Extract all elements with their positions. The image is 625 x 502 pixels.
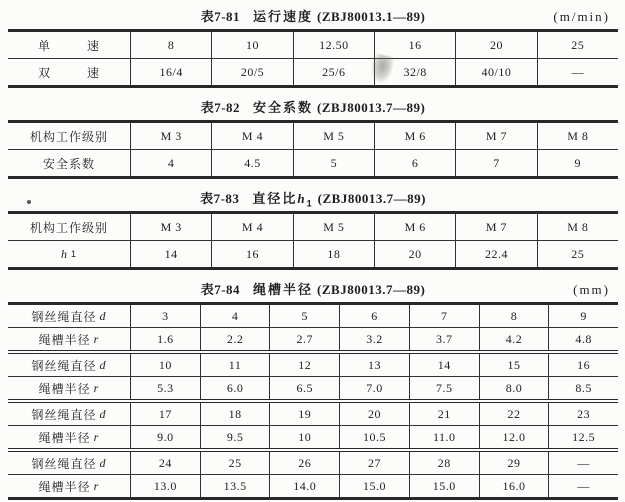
table-cell: 8.5 <box>548 377 618 399</box>
row-label <box>8 123 130 149</box>
table-row <box>8 150 618 176</box>
table-cell: 13.0 <box>130 475 200 497</box>
table-cell: 2.7 <box>269 328 339 350</box>
table-7-83-title-variable: h <box>297 191 307 206</box>
row-label-text: 绳槽半径 <box>38 479 91 494</box>
table-cell: — <box>537 59 618 85</box>
table-cell: 20/5 <box>211 59 292 85</box>
row-label-text: 钢丝绳直径 <box>31 309 97 324</box>
table-cell: 5.3 <box>130 377 200 399</box>
table-row <box>8 403 618 426</box>
table-cell: 12.0 <box>479 426 549 448</box>
table-cell: M 8 <box>537 123 618 149</box>
row-label <box>8 475 130 497</box>
table-row <box>8 59 618 85</box>
table-cell: 16.0 <box>479 475 549 497</box>
table-cell: 23 <box>548 403 618 425</box>
table-7-82-number: 表7-82 <box>200 100 241 115</box>
table-row <box>8 328 618 354</box>
table-cell: — <box>548 452 618 474</box>
table-cell: 4.2 <box>479 328 549 350</box>
table-7-81-number: 表7-81 <box>200 9 241 24</box>
table-cell: 27 <box>339 452 409 474</box>
table-7-83-title-subscript: 1 <box>306 198 314 209</box>
table-cell: 22.4 <box>455 241 536 267</box>
table-cell: 14.0 <box>269 475 339 497</box>
table-cell: 5 <box>269 305 339 327</box>
table-cell: 5 <box>293 150 374 176</box>
row-label-variable: r <box>93 380 100 395</box>
row-label <box>8 32 130 58</box>
table-cell: M 7 <box>455 123 536 149</box>
table-cell: 7 <box>409 305 479 327</box>
row-label-variable: r <box>93 331 100 346</box>
table-cell: 26 <box>269 452 339 474</box>
table-cell: 4.8 <box>548 328 618 350</box>
table-cell: 1.6 <box>130 328 200 350</box>
table-7-83-title <box>252 191 314 209</box>
table-cell: 11.0 <box>409 426 479 448</box>
row-label-text: 绳槽半径 <box>38 332 91 347</box>
row-label <box>8 241 130 267</box>
table-cell: 25 <box>537 241 618 267</box>
table-cell: 16/4 <box>130 59 211 85</box>
table-7-81-unit: (m/min) <box>553 9 610 24</box>
table-cell: 9 <box>548 305 618 327</box>
row-label-char: 单 <box>38 38 52 53</box>
table-cell: 9.5 <box>200 426 270 448</box>
table-row <box>8 305 618 328</box>
row-label-variable: r <box>93 478 100 493</box>
row-label-text: 机构工作级别 <box>29 220 108 235</box>
table-cell: 14 <box>130 241 211 267</box>
table-7-84-number: 表7-84 <box>200 282 241 297</box>
table-cell: 19 <box>269 403 339 425</box>
table-7-81-caption <box>8 8 618 25</box>
row-label-text: 钢丝绳直径 <box>31 358 97 373</box>
table-cell: 20 <box>455 32 536 58</box>
table-cell: M 7 <box>455 214 536 240</box>
row-label-variable: h <box>60 246 68 261</box>
row-label-char: 速 <box>86 65 100 80</box>
row-label <box>8 354 130 376</box>
table-cell: 4 <box>200 305 270 327</box>
table-cell: 8.0 <box>479 377 549 399</box>
table-cell: 10 <box>269 426 339 448</box>
row-label <box>8 452 130 474</box>
table-cell: M 4 <box>211 214 292 240</box>
table-cell: 25 <box>537 32 618 58</box>
table-cell: 9 <box>537 150 618 176</box>
row-label-text: 钢丝绳直径 <box>31 407 97 422</box>
table-7-82-title: 安全系数 <box>253 100 314 115</box>
row-label <box>8 328 130 350</box>
row-label-char: 速 <box>86 38 100 53</box>
table-7-83 <box>8 211 618 270</box>
table-cell: 15.0 <box>409 475 479 497</box>
row-label-text: 绳槽半径 <box>38 430 91 445</box>
table-cell: — <box>548 475 618 497</box>
table-cell: 18 <box>293 241 374 267</box>
table-7-84-unit: (mm) <box>573 282 610 297</box>
row-label <box>8 59 130 85</box>
table-cell: 16 <box>548 354 618 376</box>
row-label <box>8 150 130 176</box>
table-cell: 28 <box>409 452 479 474</box>
row-label-char: 双 <box>38 65 52 80</box>
row-label <box>8 403 130 425</box>
table-cell: M 8 <box>537 214 618 240</box>
table-cell: 6 <box>374 150 455 176</box>
table-cell: 12 <box>269 354 339 376</box>
row-label <box>8 305 130 327</box>
table-cell: 9.0 <box>130 426 200 448</box>
table-7-82-standard: (ZBJ80013.7—89) <box>317 100 426 115</box>
table-cell: 8 <box>130 32 211 58</box>
row-label-subscript: 1 <box>70 249 77 259</box>
table-cell: 10.5 <box>339 426 409 448</box>
table-cell: 18 <box>200 403 270 425</box>
table-cell: 3.7 <box>409 328 479 350</box>
table-cell: 4 <box>130 150 211 176</box>
row-label <box>8 426 130 448</box>
table-cell: 20 <box>374 241 455 267</box>
row-label-variable: r <box>93 429 100 444</box>
table-row <box>8 426 618 452</box>
table-7-84-caption <box>8 281 618 298</box>
table-cell: M 6 <box>374 214 455 240</box>
table-7-83-title-text: 直径比 <box>252 191 298 206</box>
table-cell: 15.0 <box>339 475 409 497</box>
table-cell: M 5 <box>293 123 374 149</box>
table-7-84 <box>8 302 618 500</box>
table-cell: M 3 <box>130 123 211 149</box>
table-cell: 3.2 <box>339 328 409 350</box>
row-label-text: 机构工作级别 <box>29 129 108 144</box>
row-label-variable: d <box>99 308 107 323</box>
table-7-81-standard: (ZBJ80013.1—89) <box>317 9 426 24</box>
table-7-84-title: 绳槽半径 <box>253 282 314 297</box>
table-cell: 21 <box>409 403 479 425</box>
table-cell: 25/6 <box>293 59 374 85</box>
table-cell: 16 <box>211 241 292 267</box>
table-cell: 24 <box>130 452 200 474</box>
table-cell: 10 <box>130 354 200 376</box>
row-label-variable: d <box>99 406 107 421</box>
table-7-82-caption <box>8 99 618 116</box>
table-cell: 10 <box>211 32 292 58</box>
table-cell: 25 <box>200 452 270 474</box>
table-cell: 12.50 <box>293 32 374 58</box>
table-cell: 6.5 <box>269 377 339 399</box>
table-row <box>8 123 618 150</box>
row-label-text: 绳槽半径 <box>38 381 91 396</box>
row-label-text: 钢丝绳直径 <box>31 456 97 471</box>
row-label <box>8 214 130 240</box>
table-7-84-standard: (ZBJ80013.7—89) <box>317 282 426 297</box>
table-cell: 7 <box>455 150 536 176</box>
row-label <box>8 377 130 399</box>
row-label-spread <box>38 64 100 81</box>
table-cell: 6 <box>339 305 409 327</box>
table-7-83-caption <box>8 190 618 207</box>
table-cell: 17 <box>130 403 200 425</box>
table-row <box>8 475 618 497</box>
table-7-83-number: 表7-83 <box>200 191 240 206</box>
table-cell: M 6 <box>374 123 455 149</box>
table-row <box>8 241 618 267</box>
row-label-variable: d <box>99 455 107 470</box>
table-7-81 <box>8 29 618 88</box>
table-cell: 4.5 <box>211 150 292 176</box>
table-7-82 <box>8 120 618 179</box>
table-row <box>8 354 618 377</box>
table-cell: 16 <box>374 32 455 58</box>
row-label-text: 安全系数 <box>42 156 95 171</box>
table-cell: 7.0 <box>339 377 409 399</box>
table-cell: M 4 <box>211 123 292 149</box>
table-cell: 15 <box>479 354 549 376</box>
table-cell: 12.5 <box>548 426 618 448</box>
table-row <box>8 32 618 59</box>
table-cell: 11 <box>200 354 270 376</box>
table-cell: 29 <box>479 452 549 474</box>
table-cell: 14 <box>409 354 479 376</box>
table-cell: 32/8 <box>374 59 455 85</box>
table-row <box>8 452 618 475</box>
table-cell: 13.5 <box>200 475 270 497</box>
table-row <box>8 214 618 241</box>
table-cell: M 3 <box>130 214 211 240</box>
table-row <box>8 377 618 403</box>
table-7-81-title: 运行速度 <box>253 9 314 24</box>
row-label-spread <box>38 37 100 54</box>
table-cell: 13 <box>339 354 409 376</box>
table-cell: 8 <box>479 305 549 327</box>
table-cell: 6.0 <box>200 377 270 399</box>
table-7-83-standard: (ZBJ80013.7—89) <box>317 191 426 206</box>
table-cell: M 5 <box>293 214 374 240</box>
table-cell: 2.2 <box>200 328 270 350</box>
row-label-variable: d <box>99 357 107 372</box>
table-cell: 20 <box>339 403 409 425</box>
table-cell: 7.5 <box>409 377 479 399</box>
table-cell: 3 <box>130 305 200 327</box>
table-cell: 22 <box>479 403 549 425</box>
table-cell: 40/10 <box>455 59 536 85</box>
